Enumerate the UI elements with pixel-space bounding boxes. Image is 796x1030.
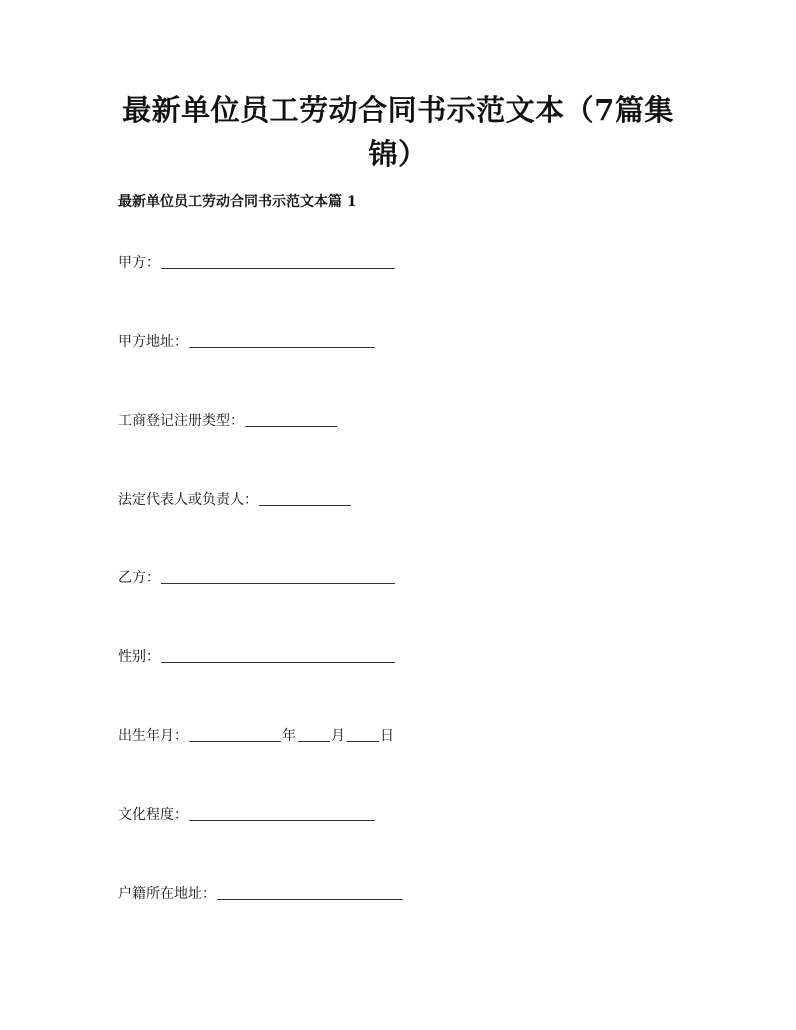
party-a-address-label: 甲方地址： bbox=[118, 334, 188, 350]
education-blank bbox=[189, 819, 375, 821]
birth-month-unit: 月 bbox=[331, 728, 345, 744]
household-address-blank bbox=[217, 898, 403, 900]
party-a-blank bbox=[161, 267, 395, 269]
party-b-row bbox=[118, 567, 395, 587]
birth-day-blank bbox=[347, 740, 379, 742]
birth-month-blank bbox=[298, 740, 330, 742]
household-address-label: 户籍所在地址： bbox=[118, 886, 216, 902]
party-b-blank bbox=[161, 582, 395, 584]
party-a-address-row bbox=[118, 331, 375, 351]
birth-year-blank bbox=[189, 740, 281, 742]
birth-date-label: 出生年月： bbox=[118, 728, 188, 744]
education-row bbox=[118, 804, 375, 824]
legal-representative-label: 法定代表人或负责人： bbox=[118, 492, 258, 508]
party-a-label: 甲方： bbox=[118, 255, 160, 271]
gender-blank bbox=[161, 661, 395, 663]
document-title: 最新单位员工劳动合同书示范文本（7篇集锦） bbox=[122, 93, 674, 171]
party-a-address-blank bbox=[189, 346, 375, 348]
birth-day-unit: 日 bbox=[380, 728, 394, 744]
legal-representative-blank bbox=[259, 504, 351, 506]
household-address-row bbox=[118, 883, 403, 903]
business-registration-label: 工商登记注册类型： bbox=[118, 413, 244, 429]
legal-representative-row bbox=[118, 489, 351, 509]
party-b-label: 乙方： bbox=[118, 570, 160, 586]
birth-year-unit: 年 bbox=[282, 728, 296, 744]
section-heading: 最新单位员工劳动合同书示范文本篇 1 bbox=[118, 194, 357, 210]
business-registration-blank bbox=[245, 425, 337, 427]
education-label: 文化程度： bbox=[118, 807, 188, 823]
gender-row bbox=[118, 646, 395, 666]
gender-label: 性别： bbox=[118, 649, 160, 665]
business-registration-row bbox=[118, 410, 337, 430]
birth-date-row bbox=[118, 725, 395, 745]
party-a-row bbox=[118, 252, 395, 272]
